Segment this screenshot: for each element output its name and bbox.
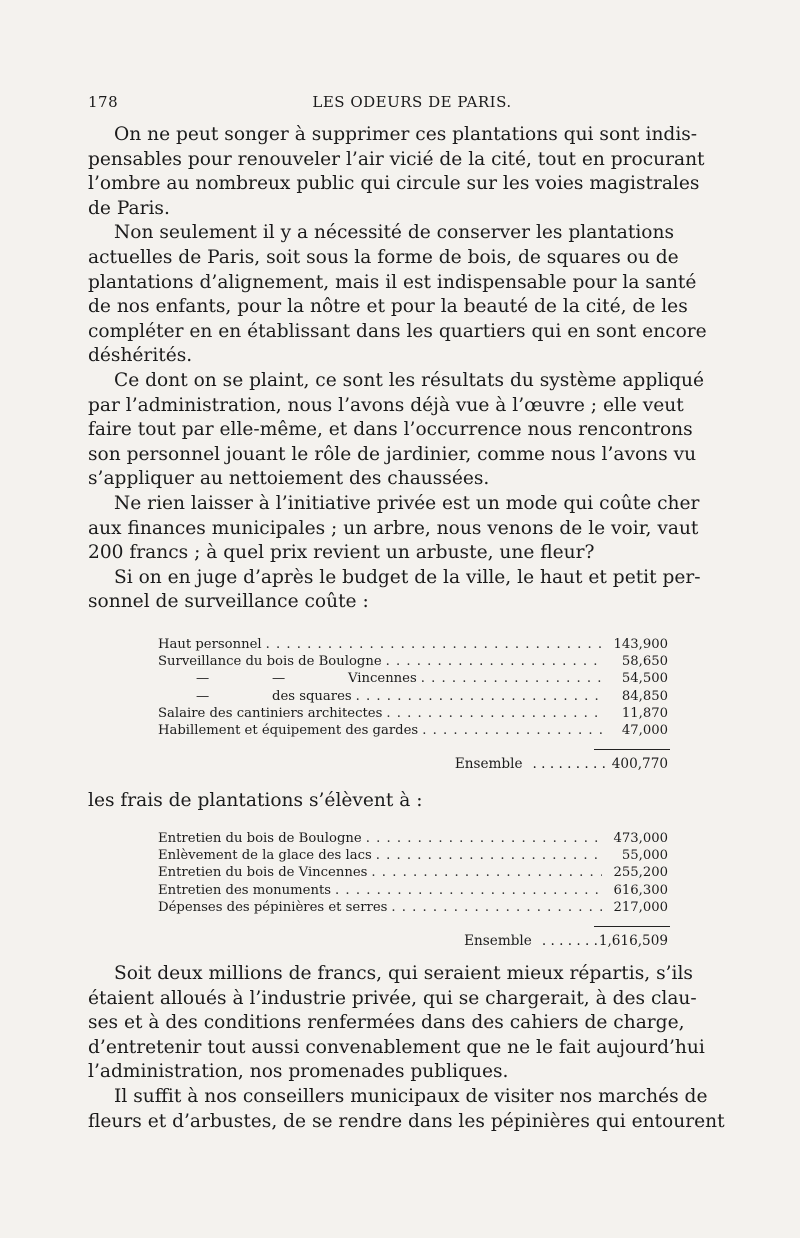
leader-dots <box>266 636 602 653</box>
row-label <box>158 688 352 705</box>
table-row <box>158 830 668 847</box>
row-value: 54,500 <box>621 671 668 687</box>
leader-dots <box>422 722 602 739</box>
leader-dots <box>366 830 602 847</box>
row-value: 47,000 <box>621 723 668 739</box>
leader-dots <box>376 847 602 864</box>
plantation-cost-table <box>158 830 668 950</box>
text-line: d’entretenir tout aussi convenablement que ne le fait aujourd’hui <box>88 1036 705 1058</box>
text-line: fleurs et d’arbustes, de se rendre dans les pépinières qui entourent <box>88 1110 725 1132</box>
text-line: par l’administration, nous l’avons déjà vue à l’œuvre ; elle veut <box>88 394 684 416</box>
text-line: s’appliquer au nettoiement des chaussées. <box>88 468 490 490</box>
text-line: Si on en juge d’après le budget de la ville, le haut et petit per- <box>114 566 701 588</box>
leader-dots <box>371 864 602 881</box>
leader-dots <box>421 670 602 687</box>
row-value: 143,900 <box>613 637 668 652</box>
transition-line: les frais de plantations s’élèvent à : <box>88 790 423 811</box>
total-rule <box>594 749 670 750</box>
total-label: Ensemble <box>454 756 523 773</box>
total-rule <box>594 926 670 927</box>
row-label-text: des squares <box>272 688 352 704</box>
text-line: 200 francs ; à quel prix revient un arbuste, une fleur? <box>88 542 595 564</box>
page-number: 178 <box>88 93 119 111</box>
leader-dots <box>386 653 602 670</box>
row-value: 84,850 <box>621 688 668 704</box>
table-row <box>158 636 668 653</box>
text-line: aux finances municipales ; un arbre, nous venons de le voir, vaut <box>88 517 699 539</box>
body-text-bottom <box>88 962 736 1134</box>
table-row <box>158 882 668 899</box>
table-row <box>158 864 668 881</box>
running-title: LES ODEURS DE PARIS. <box>312 93 512 111</box>
total-label: Ensemble <box>464 933 532 950</box>
text-line: Non seulement il y a nécessité de conserver les plantations <box>114 222 674 244</box>
leader-dots <box>391 899 602 916</box>
text-line: plantations d’alignement, mais il est indispensable pour la santé <box>88 271 697 293</box>
leader-dots <box>335 882 602 899</box>
table-row <box>158 653 668 670</box>
text-line: étaient alloués à l’industrie privée, qui se chargerait, à des clau- <box>88 987 697 1009</box>
text-line: Ne rien laisser à l’initiative privée est un mode qui coûte cher <box>114 492 700 514</box>
table-row <box>158 899 668 916</box>
row-label: Enlèvement de la glace des lacs <box>158 848 372 864</box>
text-line: de nos enfants, pour la nôtre et pour la beauté de la cité, de les <box>88 296 688 318</box>
row-label <box>158 670 417 687</box>
text-line: l’ombre au nombreux public qui circule sur les voies magistrales <box>88 173 700 195</box>
leader-dots <box>356 688 602 705</box>
text-line: déshérités. <box>88 345 193 367</box>
row-label: Entretien du bois de Boulogne <box>158 831 362 846</box>
ditto-dash: — <box>272 671 286 687</box>
page-header <box>88 93 736 117</box>
total-value: 400,770 <box>611 756 668 773</box>
text-line: son personnel jouant le rôle de jardinier, comme nous l’avons vu <box>88 443 697 465</box>
row-label: Entretien du bois de Vincennes <box>158 865 368 881</box>
table-row <box>158 722 668 739</box>
table-row <box>158 847 668 864</box>
table-total <box>158 933 668 950</box>
row-value: 255,200 <box>613 865 668 881</box>
table-row <box>158 705 668 722</box>
ditto-dash: — <box>196 688 210 704</box>
row-value: 473,000 <box>613 831 668 846</box>
text-line: pensables pour renouveler l’air vicié de la cité, tout en procurant <box>88 148 705 170</box>
text-line: On ne peut songer à supprimer ces plantations qui sont indis- <box>114 124 698 145</box>
row-value: 55,000 <box>621 848 668 864</box>
ditto-dash: — <box>196 671 210 687</box>
text-line: Il suffit à nos conseillers municipaux de visiter nos marchés de <box>114 1085 708 1107</box>
text-line: compléter en en établissant dans les quartiers qui en sont encore <box>88 320 707 342</box>
table-row <box>158 688 668 705</box>
total-value: 1,616,509 <box>598 933 668 950</box>
text-line: Ce dont on se plaint, ce sont les résultats du système appliqué <box>114 369 705 391</box>
text-line: actuelles de Paris, soit sous la forme de bois, de squares ou de <box>88 246 679 268</box>
row-value: 11,870 <box>621 705 668 721</box>
row-label: Dépenses des pépinières et serres <box>158 899 388 915</box>
text-line: sonnel de surveillance coûte : <box>88 591 369 613</box>
row-label: Surveillance du bois de Boulogne <box>158 654 382 670</box>
row-label: Habillement et équipement des gardes <box>158 723 419 739</box>
text-line: faire tout par elle-même, et dans l’occurrence nous rencontrons <box>88 419 693 441</box>
table-total <box>158 756 668 773</box>
text-line: de Paris. <box>88 197 170 219</box>
leader-dots <box>386 705 602 722</box>
row-label: Entretien des monuments <box>158 882 332 898</box>
row-value: 217,000 <box>613 899 668 915</box>
text-line: Soit deux millions de francs, qui seraient mieux répartis, s’ils <box>114 963 693 984</box>
leader-dots-short: . . . . . . . <box>541 933 598 950</box>
row-label: Haut personnel <box>158 637 262 652</box>
row-value: 616,300 <box>613 882 668 898</box>
text-line: l’administration, nos promenades publiques. <box>88 1061 509 1083</box>
leader-dots-short: . . . . . . . . . <box>532 756 606 773</box>
surveillance-cost-table <box>158 636 668 773</box>
table-row <box>158 670 668 687</box>
row-label-text: Vincennes <box>348 671 417 687</box>
text-line: ses et à des conditions renfermées dans des cahiers de charge, <box>88 1012 685 1034</box>
row-label: Salaire des cantiniers architectes <box>158 705 383 721</box>
body-text-top <box>88 123 736 615</box>
row-value: 58,650 <box>621 654 668 670</box>
